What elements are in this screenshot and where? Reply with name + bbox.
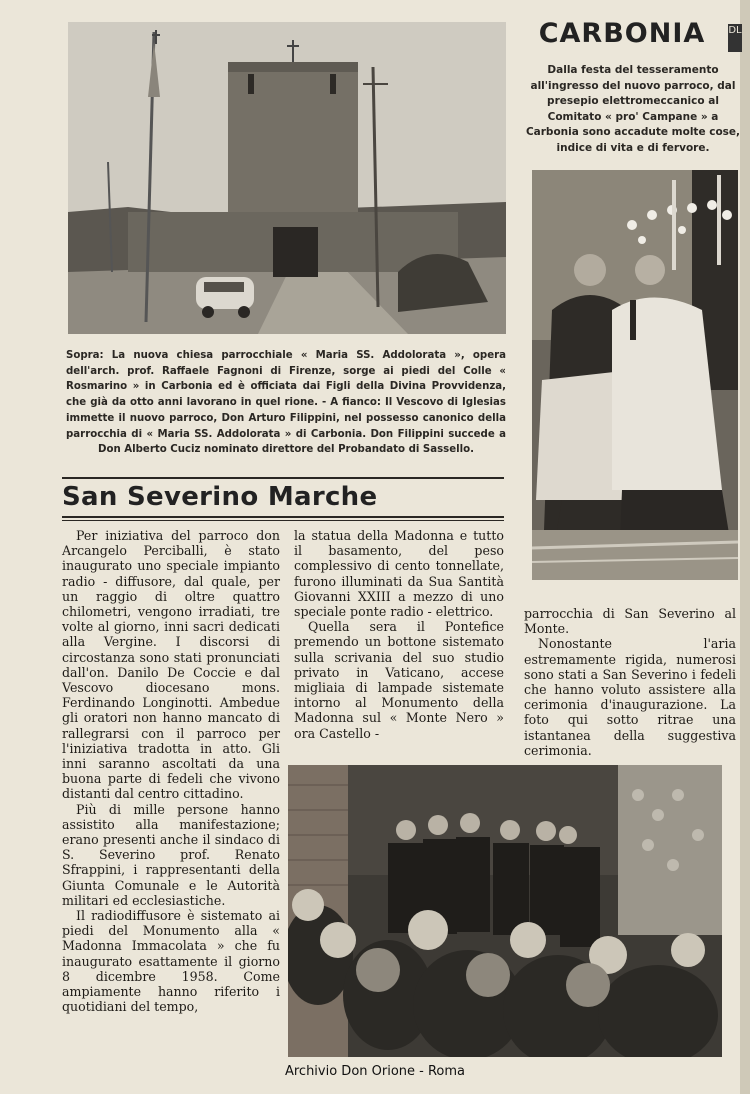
divider-rule-bottom-thin [62,520,504,521]
photo-caption: Sopra: La nuova chiesa parrocchiale « Maria SS. Addolorata », opera dell'arch. prof. Raffaele Fagnoni di Firenze, sorge ai piedi del Colle « Rosmarino » in Carbonia ed è officiata dai Figli della Divina Provvidenza, che già da otto anni lavorano in quel rione. - A fianco: Il Vescovo di Iglesias immette il nuovo parroco, Don Arturo Filippini, nel possesso canonico della parrocchia di « Maria SS. Addolorata » di Carbonia. Don Filippini succede a Don Alberto Cuciz nominato direttore del Probandato di Sassello. [66,350,506,456]
divider-rule-top [62,477,504,479]
paragraph: la statua della Madonna e tutto il basamento, del peso complessivo di cento tonnellate, furono illuminati da Sua Santità Giovanni XXIII a mezzo di uno speciale ponte radio - elettrico. [294,528,504,620]
page-edge [740,0,750,1094]
article-column-1 [62,528,280,1015]
archive-footer: Archivio Don Orione - Roma [284,1064,466,1079]
paragraph: Il radiodiffusore è sistemato ai piedi del Monumento alla « Madonna Immacolata » che fu inaugurato esattamente il giorno 8 dicembre 1958. Come ampiamente hanno riferito i quotidiani del tempo, [62,908,280,1015]
ceremony-crowd-photo [288,765,722,1057]
divider-rule-bottom [62,516,504,518]
church-photo [68,22,506,334]
article-column-2 [294,528,504,741]
paragraph: parrocchia di San Severino al Monte. [524,606,736,637]
paragraph: Nonostante l'aria estremamente rigida, numerosi sono stati a San Severino i fedeli che hanno voluto assistere alla cerimonia d'inaugurazione. La foto qui sotto ritrae una istantanea della suggestiva cerimonia. [524,636,736,758]
article-column-3 [524,606,736,758]
section-title-carbonia: CARBONIA [538,18,706,49]
article-headline: San Severino Marche [62,482,378,512]
paragraph: Per iniziativa del parroco don Arcangelo Perciballi, è stato inaugurato uno speciale impianto radio - diffusore, dal quale, per un raggio di oltre quattro chilometri, vengono irradiati, tre volte al giorno, inni sacri dedicati alla Vergine. I discorsi di circostanza sono stati pronunciati dall'on. Danilo De Coccie e dal Vescovo diocesano mons. Ferdinando Longinotti. Ambedue gli oratori non hanno mancato di rallegrarsi con il parroco per l'iniziativa tradotta in atto. Gli inni saranno ascoltati da una buona parte di fedeli che vivono distanti dal centro cittadino. [62,528,280,802]
paragraph: Quella sera il Pontefice premendo un bottone sistemato sulla scrivania del suo studio privato in Vaticano, accese migliaia di lampade sistemate intorno al Monumento della Madonna sul « Monte Nero » ora Castello - [294,619,504,741]
carbonia-intro-text: Dalla festa del tesseramento all'ingresso del nuovo parroco, dal presepio elettromeccanico al Comitato « pro' Campane » a Carbonia sono accadute molte cose, indice di vita e di fervore. [525,64,741,154]
bishop-installation-photo [532,170,738,580]
publication-logo: DL [728,24,742,52]
paragraph: Più di mille persone hanno assistito alla manifestazione; erano presenti anche il sindaco di S. Severino prof. Renato Sfrappini, i rappresentanti della Giunta Comunale e le Autorità militari ed ecclesiastiche. [62,801,280,908]
